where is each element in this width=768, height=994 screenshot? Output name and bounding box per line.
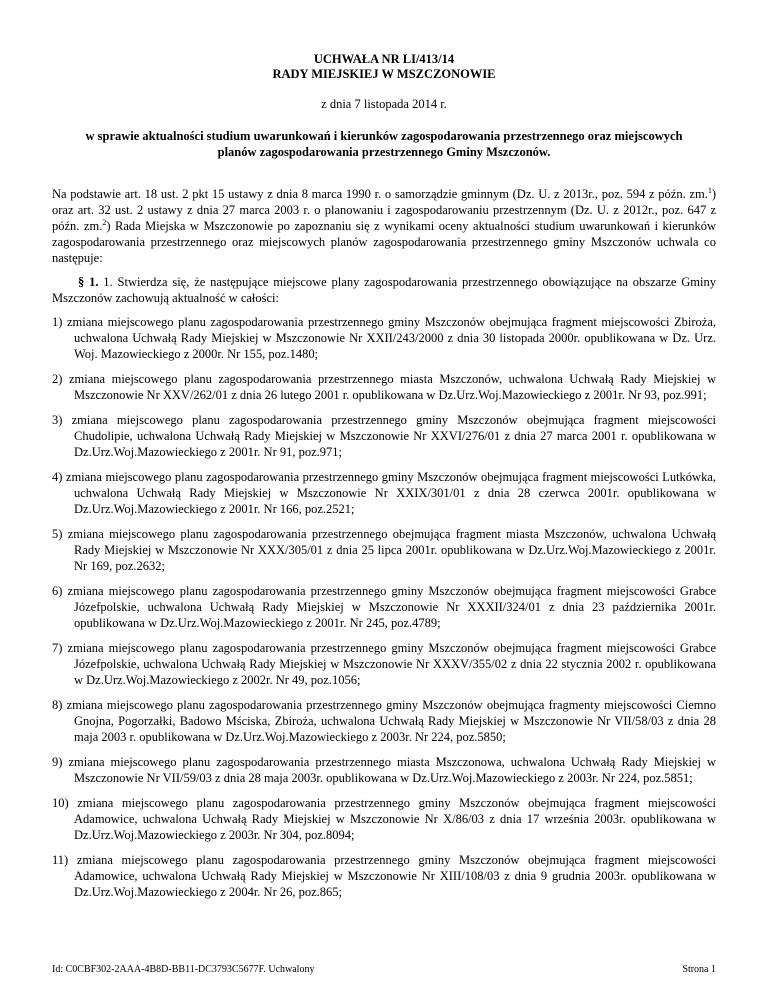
list-item-text: zmiana miejscowego planu zagospodarowania przestrzennego gminy Mszczonów obejmująca fragment miejscowości Adamowice, uchwalona Uchwałą Rady Miejskiej w Mszczonowie Nr XIII/108/03 z dnia 9 grudnia 2003r. opublikowana w Dz.Urz.Woj.Mazowieckiego z 2004r. Nr 26, poz.865;	[74, 853, 716, 899]
issuing-body: RADY MIEJSKIEJ W MSZCZONOWIE	[272, 67, 496, 81]
list-item-number: 10)	[52, 796, 69, 810]
page-number: Strona 1	[682, 964, 716, 975]
list-item-number: 7)	[52, 641, 63, 655]
document-id-footer: Id: C0CBF302-2AAA-4B8D-BB11-DC3793C5677F. Uchwalony	[52, 964, 315, 975]
list-item	[52, 469, 716, 517]
legal-basis-part1: Na podstawie art. 18 ust. 2 pkt 15 ustawy z dnia 8 marca 1990 r. o samorządzie gminnym (Dz. U. z 2013r., poz. 594 z późn. zm.	[52, 187, 708, 201]
document-body	[52, 186, 716, 909]
list-item-text: zmiana miejscowego planu zagospodarowania przestrzennego gminy Mszczonów obejmująca fragment miejscowości Lutkówka, uchwalona Uchwałą Rady Miejskiej w Mszczonowie Nr XXIX/301/01 z dnia 28 czerwca 2001r. opublikowana w Dz.Urz.Woj.Mazowieckiego z 2001r. Nr 166, poz.2521;	[65, 470, 716, 516]
resolution-number: UCHWAŁA NR LI/413/14	[313, 52, 455, 66]
section-1-paragraph	[52, 274, 716, 306]
list-item	[52, 583, 716, 631]
list-item	[52, 314, 716, 362]
list-item-number: 11)	[52, 853, 69, 867]
list-item-number: 3)	[52, 413, 63, 427]
list-item	[52, 795, 716, 843]
list-item	[52, 412, 716, 460]
section-1-text: 1. Stwierdza się, że następujące miejscowe plany zagospodarowania przestrzennego obowiązujące na obszarze Gminy Mszczonów zachowują aktualność w całości:	[52, 275, 716, 305]
list-item-text: zmiana miejscowego planu zagospodarowania przestrzennego gminy Mszczonów obejmująca fragment miejscowości Zbiroża, uchwalona Uchwałą Rady Miejskiej w Mszczonowie Nr XXII/243/2000 z dnia 30 listopada 2000r. opublikowana w Dz. Urz. Woj. Mazowieckiego z 2000r. Nr 155, poz.1480;	[66, 315, 716, 361]
list-item	[52, 697, 716, 745]
footnote-ref-1: 1	[707, 185, 712, 195]
list-item-text: zmiana miejscowego planu zagospodarowania przestrzennego obejmująca fragment miasta Mszczonów, uchwalona Uchwałą Rady Miejskiej w Mszczonowie Nr XXX/305/01 z dnia 25 lipca 2001r. opublikowana w Dz.Urz.Woj.Mazowieckiego z 2001r. Nr 169, poz.2632;	[67, 527, 717, 573]
list-item-text: zmiana miejscowego planu zagospodarowania przestrzennego gminy Mszczonów obejmująca fragment miejscowości Grabce Józefpolskie, uchwalona Uchwałą Rady Miejskiej w Mszczonowie Nr XXXII/324/01 z dnia 23 października 2001r. opublikowana w Dz.Urz.Woj.Mazowieckiego z 2001r. Nr 245, poz.4789;	[67, 584, 717, 630]
list-item	[52, 371, 716, 403]
list-item	[52, 640, 716, 688]
list-item	[52, 754, 716, 786]
list-item-number: 1)	[52, 315, 63, 329]
list-item	[52, 526, 716, 574]
list-item-number: 2)	[52, 372, 63, 386]
list-item-text: zmiana miejscowego planu zagospodarowania przestrzennego miasta Mszczonowa, uchwalona Uchwałą Rady Miejskiej w Mszczonowie Nr VII/59/03 z dnia 28 maja 2003r. opublikowana w Dz.Urz.Woj.Mazowieckiego z 2003r. Nr 224, poz.5851;	[68, 755, 716, 785]
list-item-text: zmiana miejscowego planu zagospodarowania przestrzennego gminy Mszczonów obejmująca fragment miejscowości Grabce Józefpolskie, uchwalona Uchwałą Rady Miejskiej w Mszczonowie Nr XXXV/355/02 z dnia 22 stycznia 2002 r. opublikowana w Dz.Urz.Woj.Mazowieckiego z 2002r. Nr 49, poz.1056;	[67, 641, 717, 687]
list-item-text: zmiana miejscowego planu zagospodarowania przestrzennego gminy Mszczonów obejmująca fragment miejscowości Chudolipie, uchwalona Uchwałą Rady Miejskiej w Mszczonowie Nr XXVI/276/01 z dnia 27 marca 2001 r. opublikowana w Dz.Urz.Woj.Mazowieckiego z 2001r. Nr 91, poz.971;	[71, 413, 716, 459]
list-item-number: 4)	[52, 470, 63, 484]
legal-basis-part2: ) oraz art. 32 ust. 2 ustawy z dnia 27 marca 2003 r. o planowaniu i zagospodarowaniu przestrzennym (Dz. U. z 2012r., poz. 647 z późn. zm.	[52, 187, 716, 233]
section-1-label: § 1.	[78, 275, 99, 289]
legal-basis-paragraph	[52, 186, 716, 266]
list-item-text: zmiana miejscowego planu zagospodarowania przestrzennego gminy Mszczonów obejmująca fragmenty miejscowości Ciemno Gnojna, Pogorzałki, Badowo Mściska, Zbiroża, uchwalona Uchwałą Rady Miejskiej w Mszczonowie Nr VII/58/03 z dnia 28 maja 2003 r. opublikowana w Dz.Urz.Woj.Mazowieckiego z 2003r. Nr 224, poz.5850;	[66, 698, 717, 744]
resolution-subject: w sprawie aktualności studium uwarunkowań i kierunków zagospodarowania przestrzennego oraz miejscowych planów zagospodarowania przestrzennego Gminy Mszczonów.	[85, 129, 683, 159]
resolution-date: z dnia 7 listopada 2014 r.	[321, 97, 447, 111]
list-item-text: zmiana miejscowego planu zagospodarowania przestrzennego miasta Mszczonów, uchwalona Uchwałą Rady Miejskiej w Mszczonowie Nr XXV/262/01 z dnia 26 lutego 2001 r. opublikowana w Dz.Urz.Woj.Mazowieckiego z 2001r. Nr 93, poz.991;	[68, 372, 716, 402]
list-item-number: 6)	[52, 584, 63, 598]
list-item	[52, 852, 716, 900]
list-item-number: 8)	[52, 698, 63, 712]
list-item-number: 5)	[52, 527, 63, 541]
plan-list	[52, 314, 716, 900]
list-item-text: zmiana miejscowego planu zagospodarowania przestrzennego gminy Mszczonów obejmująca fragment miejscowości Adamowice, uchwalona Uchwałą Rady Miejskiej w Mszczonowie Nr X/86/03 z dnia 17 września 2003r. opublikowana w Dz.Urz.Woj.Mazowieckiego z 2003r. Nr 304, poz.8094;	[74, 796, 716, 842]
footnote-ref-2: 2	[102, 217, 107, 227]
list-item-number: 9)	[52, 755, 63, 769]
legal-basis-part3: ) Rada Miejska w Mszczonowie po zapoznaniu się z wynikami oceny aktualności studium uwarunkowań i kierunków zagospodarowania przestrzennego oraz miejscowych planów zagospodarowania przestrzennego gminy Mszczonów uchwala co następuje:	[52, 219, 716, 265]
